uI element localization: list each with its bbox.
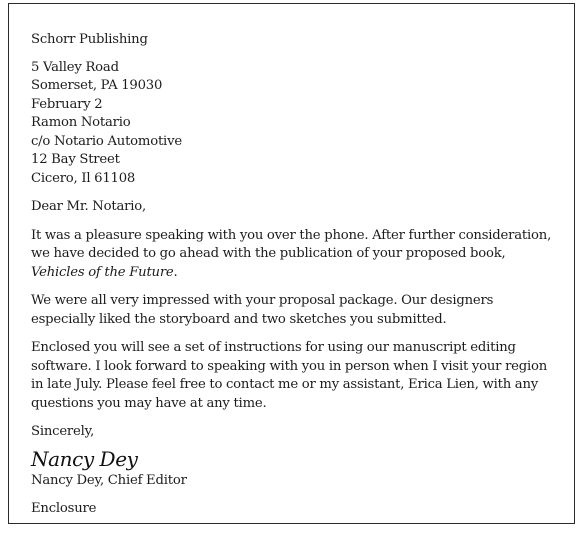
book-title: Vehicles of the Future bbox=[31, 264, 174, 280]
paragraph-1-end: . bbox=[173, 264, 178, 280]
sender-name: Schorr Publishing bbox=[31, 32, 148, 47]
recipient-company: c/o Notario Automotive bbox=[31, 133, 182, 149]
recipient-street: 12 Bay Street bbox=[31, 152, 120, 167]
letter-date: February 2 bbox=[31, 96, 103, 112]
salutation: Dear Mr. Notario, bbox=[31, 199, 146, 214]
sender-city: Somerset, PA 19030 bbox=[31, 78, 163, 93]
signer-name: Nancy Dey, Chief Editor bbox=[31, 472, 187, 488]
recipient-name: Ramon Notario bbox=[31, 115, 131, 130]
sender-street: 5 Valley Road bbox=[31, 59, 119, 75]
paragraph-1-text: It was a pleasure speaking with you over the phone. After further consideration, we have decided to go ahead with the publication of your proposed book, bbox=[31, 227, 552, 261]
letter-page bbox=[8, 3, 575, 524]
paragraph-2: We were all very impressed with your proposal package. Our designers especially liked the storyboard and two sketches you submitted. bbox=[31, 293, 494, 327]
closing: Sincerely, bbox=[31, 424, 95, 439]
paragraph-1 bbox=[31, 227, 561, 283]
recipient-city: Cicero, Il 61108 bbox=[31, 170, 136, 186]
enclosure-note: Enclosure bbox=[31, 501, 97, 516]
handwritten-signature: Nancy Dey bbox=[31, 446, 138, 471]
letter-body bbox=[31, 31, 561, 519]
paragraph-3: Enclosed you will see a set of instructions for using our manuscript editing software. I look forward to speaking with you in person when I visit your region in late July. Please feel free to contact me or my assistant, Erica Lien, with any questions you may have at any time. bbox=[31, 340, 548, 411]
